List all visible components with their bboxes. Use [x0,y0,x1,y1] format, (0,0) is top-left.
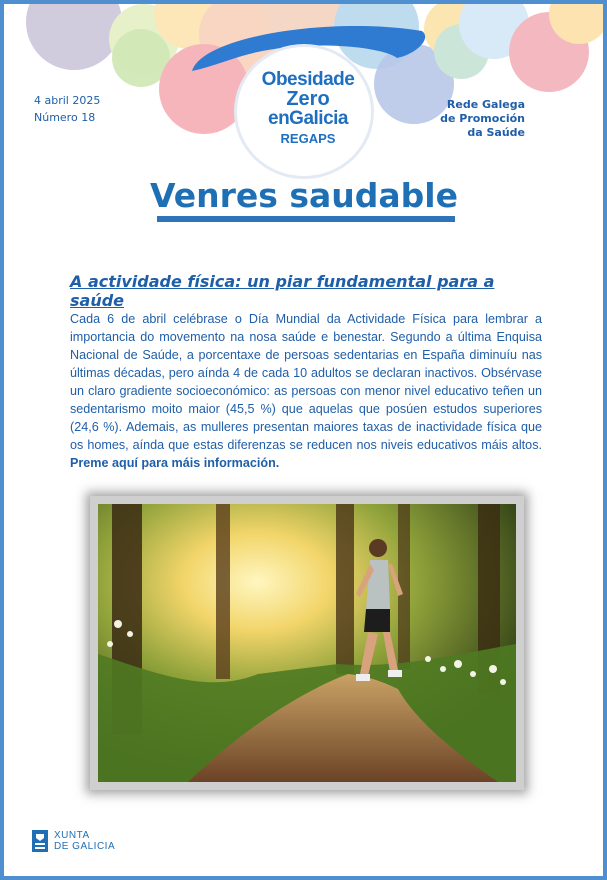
organization-line: da Saúde [467,126,525,139]
header-decoration [4,4,604,179]
xunta-emblem-icon [32,830,48,852]
more-info-link[interactable]: Preme aquí para máis información. [70,456,280,470]
organization-line: de Promoción [440,112,525,125]
article-text: Cada 6 de abril celébrase o Día Mundial da Actividade Física para lembrar a importancia do movemento na nosa saúde e benestar. Segundo a última Enquisa Nacional de Saúde, a porcentaxe de persoas sedentarias en España diminuíu nas últimas décadas, pero aínda 4 de cada 10 adultos se declaran inactivos. Obsérvase un claro gradiente socioeconómico: as persoas con menor nivel educativo teñen un sedentarismo moito maior (45,5 %) que aquelas que posúen estudos superiores (24,6 %). Ademais, as mulleres presentan maiores taxas de inactividade física que os homes, aínda que estas diferenzas se reducen nos niveis educativos máis altos. [70,312,542,452]
xunta-wordmark [54,830,115,852]
newsletter-title: Venres saudable [149,176,458,215]
xunta-line: XUNTA [54,830,90,841]
runner-forest-photo [98,504,516,782]
xunta-logo[interactable] [32,830,115,852]
article-body [70,310,542,472]
organization-line: Rede Galega [446,98,525,111]
obesidade-zero-logo[interactable] [252,70,364,145]
xunta-line: DE GALICIA [54,841,116,852]
article-photo-frame [90,496,524,790]
title-underline [157,216,455,222]
logo-subtitle: REGAPS [280,131,336,146]
decor-circle [26,4,122,70]
article-title: A actividade física: un piar fundamental para a saúde [70,272,495,310]
logo-line: Obesidade [261,69,355,90]
logo-line: enGalicia [268,108,348,129]
logo-line: Zero [286,88,330,110]
issue-number: Número 18 [34,111,96,124]
issue-date: 4 abril 2025 [34,94,101,107]
organization-name [440,98,525,140]
